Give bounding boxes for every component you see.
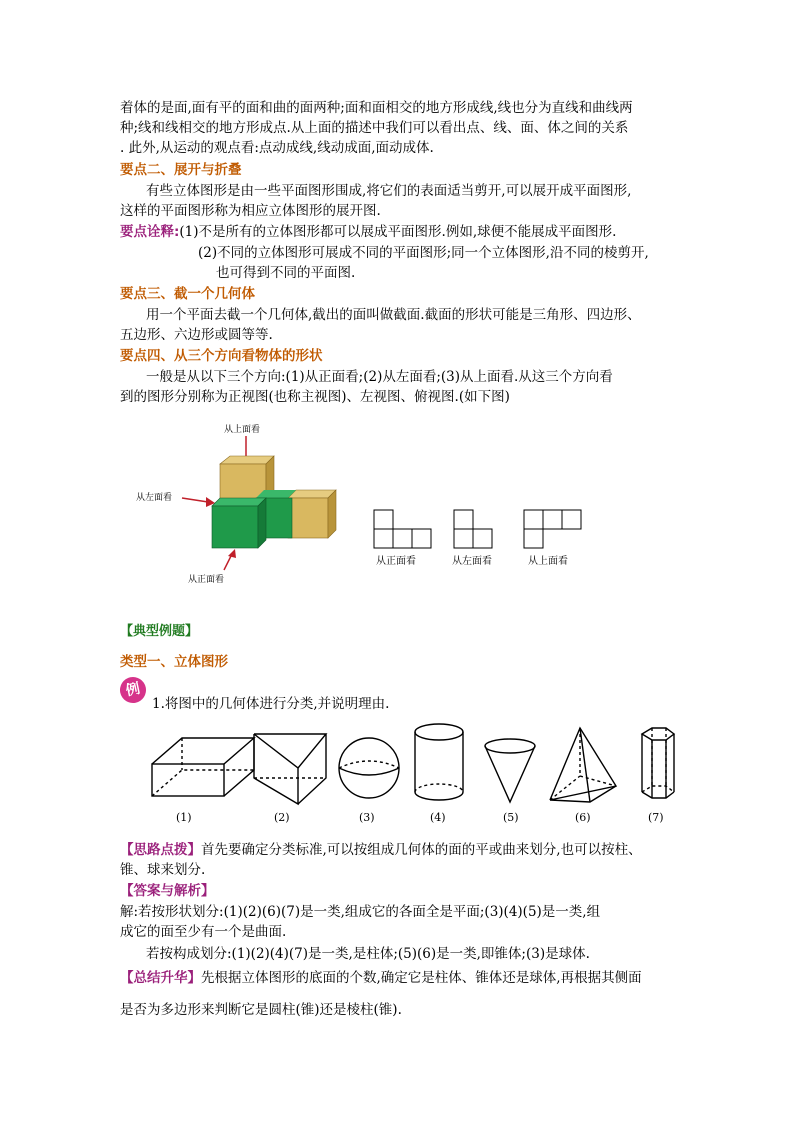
intro-line-1: 着体的是面,面有平的面和曲的面两种;面和面相交的地方形成线,线也分为直线和曲线两 <box>120 100 633 116</box>
point3-line-1: 用一个平面去截一个几何体,截出的面叫做截面.截面的形状可能是三角形、四边形、 <box>146 307 641 323</box>
solid-cylinder <box>415 724 463 800</box>
solid-label-2: (2) <box>274 811 290 824</box>
question-1: 1.将图中的几何体进行分类,并说明理由. <box>152 696 390 712</box>
typical-examples-heading: 【典型例题】 <box>120 624 199 639</box>
type1-heading: 类型一、立体图形 <box>120 654 228 670</box>
hint-line-2: 锥、球来划分. <box>120 862 206 878</box>
cube-right-front <box>288 498 328 538</box>
point3-line-2: 五边形、六边形或圆等等. <box>120 327 273 343</box>
point2-heading: 要点二、展开与折叠 <box>120 162 242 178</box>
view-front <box>374 510 431 548</box>
solid-label-1: (1) <box>176 811 192 824</box>
view-left <box>454 510 492 548</box>
example-badge: 例 <box>118 675 149 706</box>
three-views-figure <box>120 412 600 590</box>
label-from-front: 从正面看 <box>188 575 225 585</box>
point4-line-1: 一般是从以下三个方向:(1)从正面看;(2)从左面看;(3)从上面看.从这三个方向看 <box>146 369 613 385</box>
solid-cone <box>485 739 535 802</box>
note-line-3: 也可得到不同的平面图. <box>216 265 356 281</box>
note-line-2: (2)不同的立体图形可展成不同的平面图形;同一个立体图形,沿不同的棱剪开, <box>198 245 649 261</box>
hint-label: 【思路点拨】 <box>120 842 201 858</box>
cube-green-front-top <box>212 498 266 506</box>
point2-line-2: 这样的平面图形称为相应立体图形的展开图. <box>120 203 381 219</box>
view-top <box>524 510 581 548</box>
solids-figure <box>140 720 680 830</box>
arrow-left <box>182 498 208 502</box>
label-from-left: 从左面看 <box>136 493 173 503</box>
intro-line-2: 种;线和线相交的地方形成点.从上面的描述中我们可以看出点、线、面、体之间的关系 <box>120 120 629 136</box>
summary-label: 【总结升华】 <box>120 970 201 986</box>
note-label: 要点诠释: <box>120 224 180 240</box>
cube-green-front <box>212 506 258 548</box>
caption-view-front: 从正面看 <box>376 556 416 567</box>
solid-label-4: (4) <box>430 811 446 824</box>
arrow-front-head <box>228 549 236 558</box>
cube-top-face <box>220 456 274 464</box>
solid-hexagonal-prism <box>642 728 674 798</box>
solid-sphere <box>339 738 399 798</box>
label-from-top: 从上面看 <box>224 425 261 435</box>
intro-line-3: . 此外,从运动的观点看:点动成线,线动成面,面动成体. <box>120 140 434 156</box>
note-text-1: (1)不是所有的立体图形都可以展成平面图形.例如,球便不能展成平面图形. <box>179 224 617 240</box>
cube-right-side <box>328 490 336 538</box>
solid-label-3: (3) <box>359 811 375 824</box>
caption-view-left: 从左面看 <box>452 556 492 567</box>
point4-heading: 要点四、从三个方向看物体的形状 <box>120 348 323 364</box>
note-line-1 <box>120 222 616 242</box>
answer-label: 【答案与解析】 <box>120 883 215 899</box>
point4-line-2: 到的图形分别称为正视图(也称主视图)、左视图、俯视图.(如下图) <box>120 389 510 405</box>
point2-line-1: 有些立体图形是由一些平面图形围成,将它们的表面适当剪开,可以展开成平面图形, <box>146 183 632 199</box>
hint-line-1 <box>120 840 642 860</box>
summary-text-1: 先根据立体图形的底面的个数,确定它是柱体、锥体还是球体,再根据其侧面 <box>201 970 642 986</box>
point3-heading: 要点三、截一个几何体 <box>120 286 255 302</box>
solid-label-6: (6) <box>575 811 591 824</box>
solid-pyramid <box>550 728 616 802</box>
hint-text-1: 首先要确定分类标准,可以按组成几何体的面的平或曲来划分,也可以按柱、 <box>201 842 642 858</box>
answer-line-1: 解:若按形状划分:(1)(2)(6)(7)是一类,组成它的各面全是平面;(3)(4)(5)是一类,组 <box>120 904 601 920</box>
cube-green-front-side <box>258 498 266 548</box>
summary-line-2: 是否为多边形来判断它是圆柱(锥)还是棱柱(锥). <box>120 1002 402 1018</box>
answer-line-3: 若按构成划分:(1)(2)(4)(7)是一类,是柱体;(5)(6)是一类,即锥体;(3)是球体. <box>146 946 590 962</box>
solid-cuboid <box>152 738 254 796</box>
answer-line-2: 成它的面至少有一个是曲面. <box>120 924 287 940</box>
summary-line-1 <box>120 968 642 988</box>
solid-triangular-prism <box>254 734 326 804</box>
solid-label-7: (7) <box>648 811 664 824</box>
caption-view-top: 从上面看 <box>528 556 568 567</box>
solid-label-5: (5) <box>503 811 519 824</box>
